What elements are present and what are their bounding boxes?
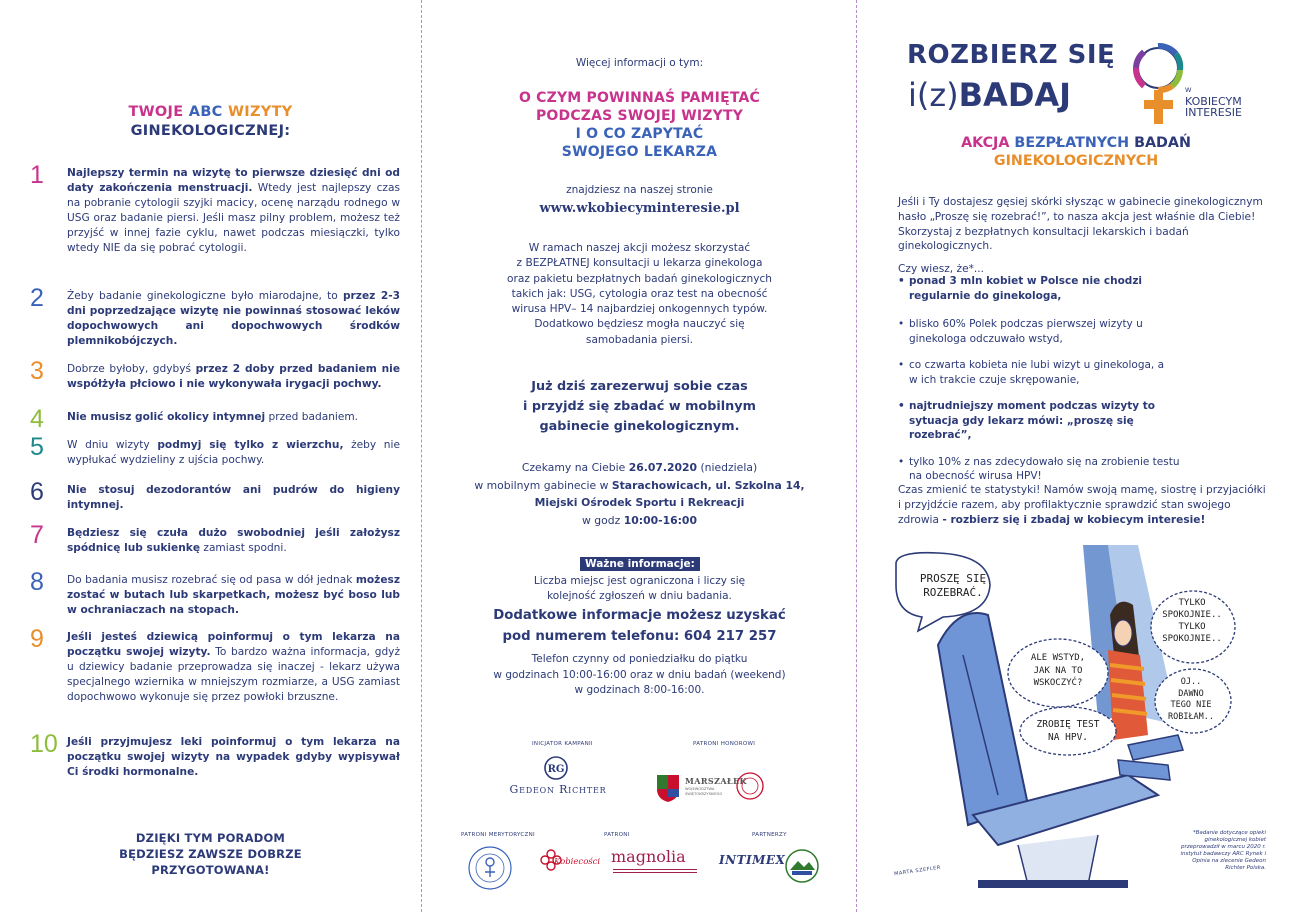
bubble-line: ZROBIĘ TEST bbox=[1036, 719, 1100, 730]
tip-item bbox=[30, 625, 401, 705]
tip-text bbox=[67, 410, 400, 425]
register-line: i przyjdź się zbadać w mobilnym bbox=[523, 399, 756, 414]
important-line: kolejność zgłoszeń w dniu badania. bbox=[547, 590, 732, 602]
tip-text-bold: Jeśli jesteś dziewicą poinformuj o tym lekarza na początku swojej wizyty. bbox=[67, 631, 400, 658]
coat-of-arms-icon bbox=[655, 773, 681, 803]
tip-item bbox=[30, 433, 400, 468]
intro-paragraph: Jeśli i Ty dostajesz gęsiej skórki słysząc w gabinecie ginekologicznym hasło „Proszę się rozebrać!”, to nasza akcja jest właśnie dla Ciebie! Skorzystaj z bezpłatnych konsultacji lekarskich i badań ginekologicznych. bbox=[898, 196, 1263, 253]
tip-item bbox=[30, 521, 400, 556]
fold-line-right bbox=[856, 0, 857, 912]
tip-text bbox=[67, 735, 400, 780]
important-line: Liczba miejsc jest ograniczona i liczy się bbox=[533, 575, 746, 587]
tip-text-bold: podmyj się tylko z wierzchu, bbox=[157, 439, 344, 451]
brand-title-bold: BADAJ bbox=[958, 76, 1072, 114]
marshal-region: WOJEWÓDZTWA ŚWIĘTOKRZYSKIEGO bbox=[685, 787, 723, 796]
tip-number: 9 bbox=[30, 625, 44, 653]
action-word-3: BADAŃ bbox=[1134, 135, 1191, 151]
bubble-line: SPOKOJNIE.. bbox=[1162, 634, 1222, 644]
bubble-line: ALE WSTYD, bbox=[1030, 653, 1086, 663]
call-to-action bbox=[898, 483, 1270, 527]
important-info-badge: Ważne informacje: bbox=[580, 557, 700, 571]
honorary-label: PATRONI HONOROWI bbox=[693, 741, 756, 747]
tip-text-plain: żeby nie wypłukać wydzieliny z ujścia pochwy. bbox=[67, 439, 400, 466]
program-line: takich jak: USG, cytologia oraz test na obecność bbox=[511, 287, 768, 300]
closing-line: BĘDZIESZ ZAWSZE DOBRZE bbox=[119, 847, 302, 861]
phone-line: Dodatkowe informacje możesz uzyskać bbox=[493, 608, 786, 623]
did-you-know-label: Czy wiesz, że*... bbox=[898, 263, 985, 275]
tip-text-bold: Jeśli przyjmujesz leki poinformuj o tym lekarza na początku swojej wizyty na wypadek gdyby wypisywał Ci środki hormonalne. bbox=[67, 736, 400, 778]
amazonki-logo bbox=[538, 845, 601, 881]
headline-line: I O CO ZAPYTAĆ bbox=[575, 126, 704, 142]
closing-line: PRZYGOTOWANA! bbox=[151, 863, 270, 877]
event-hours: 10:00-16:00 bbox=[623, 513, 697, 527]
tip-number: 8 bbox=[30, 568, 44, 596]
tip-text bbox=[67, 526, 400, 556]
website-link[interactable]: www.wkobiecyminteresie.pl bbox=[539, 201, 740, 216]
bubble-line: WSKOCZYĆ? bbox=[1033, 678, 1083, 688]
tip-number: 4 bbox=[30, 405, 44, 433]
female-symbol-logo-icon bbox=[1132, 42, 1188, 128]
magnolia-name: magnolia bbox=[611, 847, 686, 866]
tip-text-bold: przez 2 doby przed badaniem nie współżyła płciowo i nie wykonywała irygacji pochwy. bbox=[67, 363, 401, 390]
program-line: Dodatkowo będziesz mogła nauczyć się bbox=[534, 318, 745, 331]
tip-item bbox=[30, 478, 400, 513]
left-panel bbox=[0, 0, 421, 912]
intimex-name: INTIMEX bbox=[719, 853, 786, 867]
brand-sub-w: W bbox=[1185, 86, 1192, 94]
bubble-line: PROSZĘ SIĘ bbox=[919, 572, 987, 585]
tip-text-bold: Nie musisz golić okolicy intymnej bbox=[67, 411, 266, 423]
tip-text-plain: Do badania musisz rozebrać się od pasa w dół jednak bbox=[67, 574, 356, 586]
hours-line: w godzinach 10:00-16:00 oraz w dniu badań (weekend) bbox=[493, 668, 786, 681]
hours-line: Telefon czynny od poniedziałku do piątku bbox=[531, 653, 748, 665]
tip-text bbox=[67, 289, 400, 349]
patrons-label: PATRONI bbox=[604, 832, 630, 838]
tip-text bbox=[67, 573, 400, 618]
tip-number: 10 bbox=[30, 730, 58, 758]
hours-line: w godzinach 8:00-16:00. bbox=[574, 684, 705, 697]
tip-text-plain: Dobrze byłoby, gdybyś bbox=[67, 363, 196, 375]
event-hours-intro: w godz bbox=[582, 513, 624, 527]
event-day: (niedziela) bbox=[697, 461, 758, 474]
bubble-line: DAWNO bbox=[1178, 688, 1204, 699]
brand-title-line-2 bbox=[908, 76, 1071, 114]
facts-list bbox=[895, 274, 1267, 484]
merit-label: PATRONI MERYTORYCZNI bbox=[461, 832, 535, 838]
event-details bbox=[423, 459, 856, 529]
tip-text-bold: przez 2-3 dni poprzedzające wizytę nie powinnaś stosować leków dopochwowych ani dopochwowych środków plemnikobójczych. bbox=[67, 290, 401, 347]
tip-text-bold: Najlepszy termin na wizytę to pierwsze dziesięć dni od daty zakończenia menstruacji. bbox=[67, 167, 400, 194]
tip-text-plain: Żeby badanie ginekologiczne było miarodajne, to bbox=[67, 290, 343, 302]
program-line: oraz pakietu bezpłatnych badań ginekologicznych bbox=[506, 272, 773, 285]
tip-text-plain: To bardzo ważna informacja, gdyż u dziewicy badanie przeprowadza się inaczej - lekarz używa specjalnego wziernika w mniejszym rozmiarze, a USG zamiast dopochwowo wykonuje się przez powłoki brzuszne. bbox=[67, 645, 401, 703]
more-info-label: Więcej informacji o tym: bbox=[575, 57, 704, 69]
tip-number: 3 bbox=[30, 357, 44, 385]
initiator-label: INICJATOR KAMPANII bbox=[532, 741, 593, 747]
bubble-line: OJ.. bbox=[1180, 677, 1202, 687]
bubble-calm-text bbox=[1154, 597, 1230, 645]
find-us-text: znajdziesz na naszej stronie bbox=[566, 184, 713, 196]
tip-number: 1 bbox=[30, 161, 44, 189]
event-date: 26.07.2020 bbox=[628, 461, 698, 474]
tip-item bbox=[30, 284, 401, 349]
tip-item bbox=[30, 357, 401, 392]
tip-text bbox=[67, 483, 400, 513]
fact-item: • co czwarta kobieta nie lubi wizyt u ginekologa, a w ich trakcie czuje skrępowanie, bbox=[895, 358, 1170, 387]
tip-item bbox=[30, 730, 400, 780]
bubble-line: TEGO NIE bbox=[1170, 700, 1212, 710]
brand-sub-line-2: INTERESIE bbox=[1185, 106, 1242, 119]
tip-text bbox=[67, 166, 400, 255]
important-info-text bbox=[423, 574, 856, 604]
program-text bbox=[423, 241, 856, 348]
program-line: z BEZPŁATNEJ konsultacji u lekarza ginekologa bbox=[516, 257, 763, 270]
intimex-logo bbox=[719, 853, 786, 879]
bubble-line: JAK NA TO bbox=[1033, 665, 1083, 676]
bubble-line: ROZEBRAĆ. bbox=[923, 586, 983, 599]
fact-item: • blisko 60% Polek podczas pierwszej wizyty u ginekologa odczuwało wstyd, bbox=[895, 317, 1160, 346]
fold-line-left bbox=[421, 0, 422, 912]
program-line: samobadania piersi. bbox=[585, 333, 694, 346]
artist-signature: MARTA SZEFLER bbox=[893, 864, 942, 878]
bubble-never-text bbox=[1158, 677, 1224, 723]
magnolia-logo bbox=[611, 847, 701, 883]
gedeon-richter-logo bbox=[498, 755, 618, 800]
title-line-2: GINEKOLOGICZNEJ: bbox=[130, 123, 291, 139]
bubble-line: ROBIŁAM.. bbox=[1167, 711, 1215, 722]
bubble-shame-text bbox=[1018, 652, 1098, 690]
bubble-line: TYLKO bbox=[1178, 622, 1206, 632]
middle-panel bbox=[423, 0, 856, 912]
event-venue: Miejski Ośrodek Sportu i Rekreacji bbox=[534, 496, 745, 509]
tip-text bbox=[67, 438, 400, 468]
tip-text-plain: zamiast spodni. bbox=[200, 541, 287, 554]
event-location-intro: w mobilnym gabinecie w bbox=[474, 478, 612, 492]
tip-text-bold: możesz zostać w butach lub skarpetkach, możesz być boso lub w ochraniaczach na stopach. bbox=[67, 574, 400, 616]
tip-item bbox=[30, 568, 400, 618]
tip-text-plain: przed badaniem. bbox=[265, 411, 359, 423]
brand-sub-line-1: KOBIECYM bbox=[1185, 95, 1242, 108]
tip-number: 7 bbox=[30, 521, 44, 549]
tip-number: 6 bbox=[30, 478, 44, 506]
svg-text:RG: RG bbox=[547, 764, 565, 775]
event-intro: Czekamy na Ciebie bbox=[521, 461, 629, 474]
title-part-1: TWOJE bbox=[128, 104, 189, 120]
brand-subtitle bbox=[1185, 83, 1242, 118]
action-word-2: BEZPŁATNYCH bbox=[1014, 135, 1135, 151]
program-line: W ramach naszej akcji możesz skorzystać bbox=[528, 242, 751, 254]
action-word-1: AKCJA bbox=[961, 135, 1015, 151]
phone-number[interactable]: pod numerem telefonu: 604 217 257 bbox=[502, 628, 777, 644]
title-part-3: WIZYTY bbox=[227, 104, 293, 120]
tip-text-bold: Będziesz się czuła dużo swobodniej jeśli założysz spódnicę lub sukienkę bbox=[67, 527, 400, 554]
phone-info bbox=[423, 606, 856, 647]
cta-text: Czas zmienić te statystyki! Namów swoją mamę, siostrę i przyjaciółki i przyjdźcie razem, aby profilaktycznie sprawdzić stan swojego zdrowia bbox=[898, 484, 1266, 526]
register-text bbox=[423, 377, 856, 437]
marshal-name: MARSZAŁEK bbox=[685, 776, 747, 786]
abc-title bbox=[0, 103, 421, 141]
amazonki-name: Kobiecości bbox=[554, 857, 601, 867]
tip-item bbox=[30, 405, 400, 433]
fact-item: • tylko 10% z nas zdecydowało się na zrobienie testu na obecność wirusa HPV! bbox=[895, 455, 1180, 484]
closing-line: DZIĘKI TYM PORADOM bbox=[135, 831, 286, 845]
honorary-seal-icon bbox=[735, 771, 765, 801]
tip-text bbox=[67, 630, 400, 705]
partner-badge-logo bbox=[784, 848, 820, 884]
headline bbox=[423, 89, 856, 161]
action-line-2: GINEKOLOGICZNYCH bbox=[993, 153, 1159, 169]
program-line: wirusa HPV– 14 najbardziej onkogennych typów. bbox=[511, 303, 768, 316]
bubble-doctor-text bbox=[918, 572, 988, 600]
cta-bold: - rozbierz się i zbadaj w kobiecym interesie! bbox=[942, 513, 1206, 526]
brand-title-prefix: i(z) bbox=[908, 76, 959, 114]
phone-hours bbox=[423, 652, 856, 699]
marshal-logo bbox=[655, 771, 765, 807]
tip-item bbox=[30, 161, 400, 255]
fact-item: • najtrudniejszy moment podczas wizyty to sytuacja gdy lekarz mówi: „proszę się rozebrać”, bbox=[895, 399, 1195, 443]
bubble-line: TYLKO bbox=[1178, 598, 1206, 608]
headline-line: PODCZAS SWOJEJ WIZYTY bbox=[535, 108, 744, 124]
tip-text-plain: W dniu wizyty bbox=[67, 439, 158, 451]
event-address: Starachowicach, ul. Szkolna 14, bbox=[611, 478, 805, 492]
register-line: gabinecie ginekologicznym. bbox=[539, 419, 740, 434]
gedeon-richter-name: Gedeon Richter bbox=[509, 783, 607, 796]
headline-line: O CZYM POWINNAŚ PAMIĘTAĆ bbox=[518, 90, 761, 106]
action-title bbox=[858, 134, 1294, 170]
tip-text-bold: Nie stosuj dezodorantów ani pudrów do higieny intymnej. bbox=[67, 484, 400, 511]
brand-title-line-1: ROZBIERZ SIĘ bbox=[907, 40, 1116, 70]
footnote: *Badanie dotyczące opieki ginekologicznej kobiet przeprowadził w marcu 2020 r. instytut badawczy ARC Rynek i Opinia na zlecenie Gedeon Richter Polska. bbox=[1180, 830, 1266, 871]
bubble-line: NA HPV. bbox=[1047, 732, 1089, 743]
partners-label: PARTNERZY bbox=[752, 832, 787, 838]
headline-line: SWOJEGO LEKARZA bbox=[561, 144, 718, 160]
title-part-2: ABC bbox=[188, 104, 228, 120]
tip-number: 5 bbox=[30, 433, 44, 461]
merit-patron-logo bbox=[467, 845, 513, 891]
bubble-test-text bbox=[1026, 718, 1110, 744]
register-line: Już dziś zarezerwuj sobie czas bbox=[531, 379, 748, 394]
bubble-line: SPOKOJNIE.. bbox=[1162, 610, 1222, 620]
tip-number: 2 bbox=[30, 284, 44, 312]
closing-text bbox=[0, 830, 421, 878]
fact-item: • ponad 3 mln kobiet w Polsce nie chodzi regularnie do ginekologa, bbox=[895, 274, 1155, 303]
tip-text bbox=[67, 362, 400, 392]
right-panel bbox=[858, 0, 1294, 912]
tip-text-plain: Wtedy jest najlepszy czas na pobranie cytologii szyjki macicy, ocenę narządu rodnego w USG oraz badanie piersi. Jeśli masz pilny problem, możesz też przyjść w innej fazie cyklu, nawet podczas miesiączki, tylko wtedy NIE da się pobrać cytologii. bbox=[67, 181, 400, 254]
